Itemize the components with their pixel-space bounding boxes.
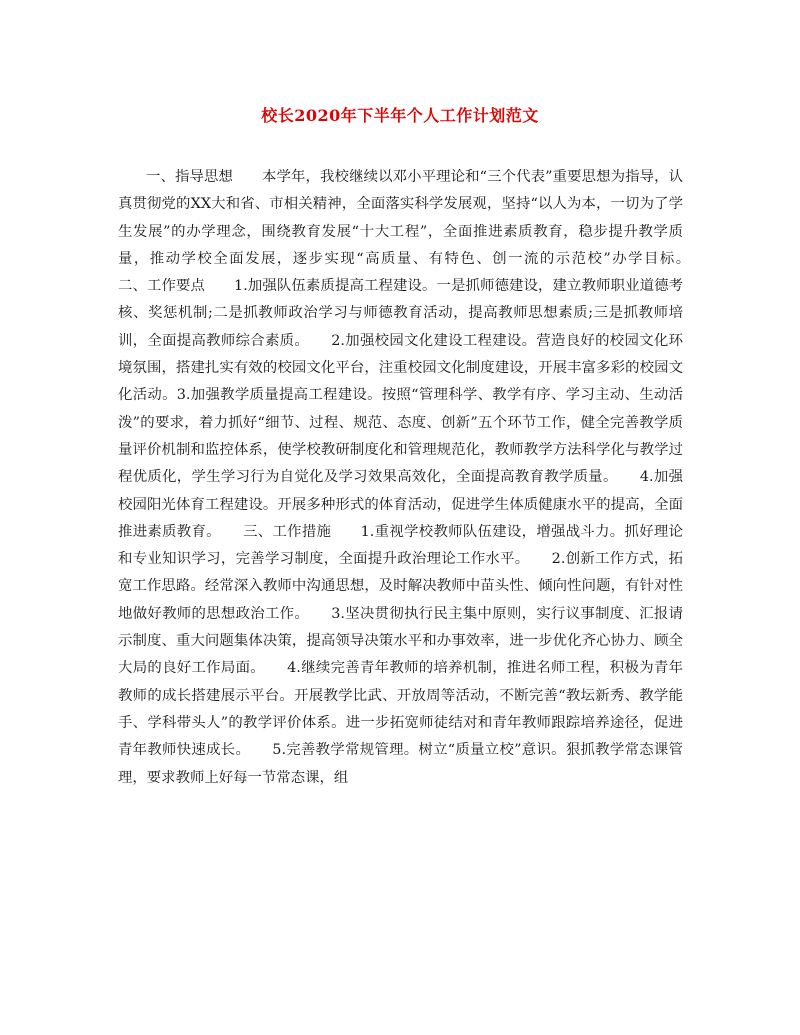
document-title: 校长2020年下半年个人工作计划范文 <box>261 106 539 125</box>
document-body: 一、指导思想 本学年，我校继续以邓小平理论和“三个代表”重要思想为指导，认真贯彻党的XX大和省、市相关精神，全面落实科学发展观，坚持“以人为本，一切为了学生发展”的办学理念，围绕教育发展“十大工程”，全面推进素质教育，稳步提升教学质量，推动学校全面发展，逐步实现“高质量、有特色、创一流的示范校”办学目标。 二、工作要点 1.加强队伍素质提高工程建设。一是抓师德建设，建立教师职业道德考核、奖惩机制;二是抓教师政治学习与师德教育活动，提高教师思想素质;三是抓教师培训，全面提高教师综合素质。 2.加强校园文化建设工程建设。营造良好的校园文化环境氛围，搭建扎实有效的校园文化平台，注重校园文化制度建设，开展丰富多彩的校园文化活动。3.加强教学质量提高工程建设。按照“管理科学、教学有序、学习主动、生动活泼”的要求，着力抓好“细节、过程、规范、态度、创新”五个环节工作，健全完善教学质量评价机制和监控体系，使学校教研制度化和管理规范化，教师教学方法科学化与教学过程优质化，学生学习行为自觉化及学习效果高效化，全面提高教育教学质量。 4.加强校园阳光体育工程建设。开展多种形式的体育活动，促进学生体质健康水平的提高，全面推进素质教育。 三、工作措施 1.重视学校教师队伍建设，增强战斗力。抓好理论和专业知识学习，完善学习制度，全面提升政治理论工作水平。 2.创新工作方式，拓宽工作思路。经常深入教师中沟通思想，及时解决教师中苗头性、倾向性问题，有针对性地做好教师的思想政治工作。 3.坚决贯彻执行民主集中原则，实行议事制度、汇报请示制度、重大问题集体决策，提高领导决策水平和办事效率，进一步优化齐心协力、顾全大局的良好工作局面。 4.继续完善青年教师的培养机制，推进名师工程，积极为青年教师的成长搭建展示平台。开展教学比武、开放周等活动，不断完善“教坛新秀、教学能手、学科带头人”的教学评价体系。进一步拓宽师徒结对和青年教师跟踪培养途径，促进青年教师快速成长。 5.完善教学常规管理。树立“质量立校”意识。狠抓教学常态课管理，要求教师上好每一节常态课，组 <box>118 169 712 786</box>
